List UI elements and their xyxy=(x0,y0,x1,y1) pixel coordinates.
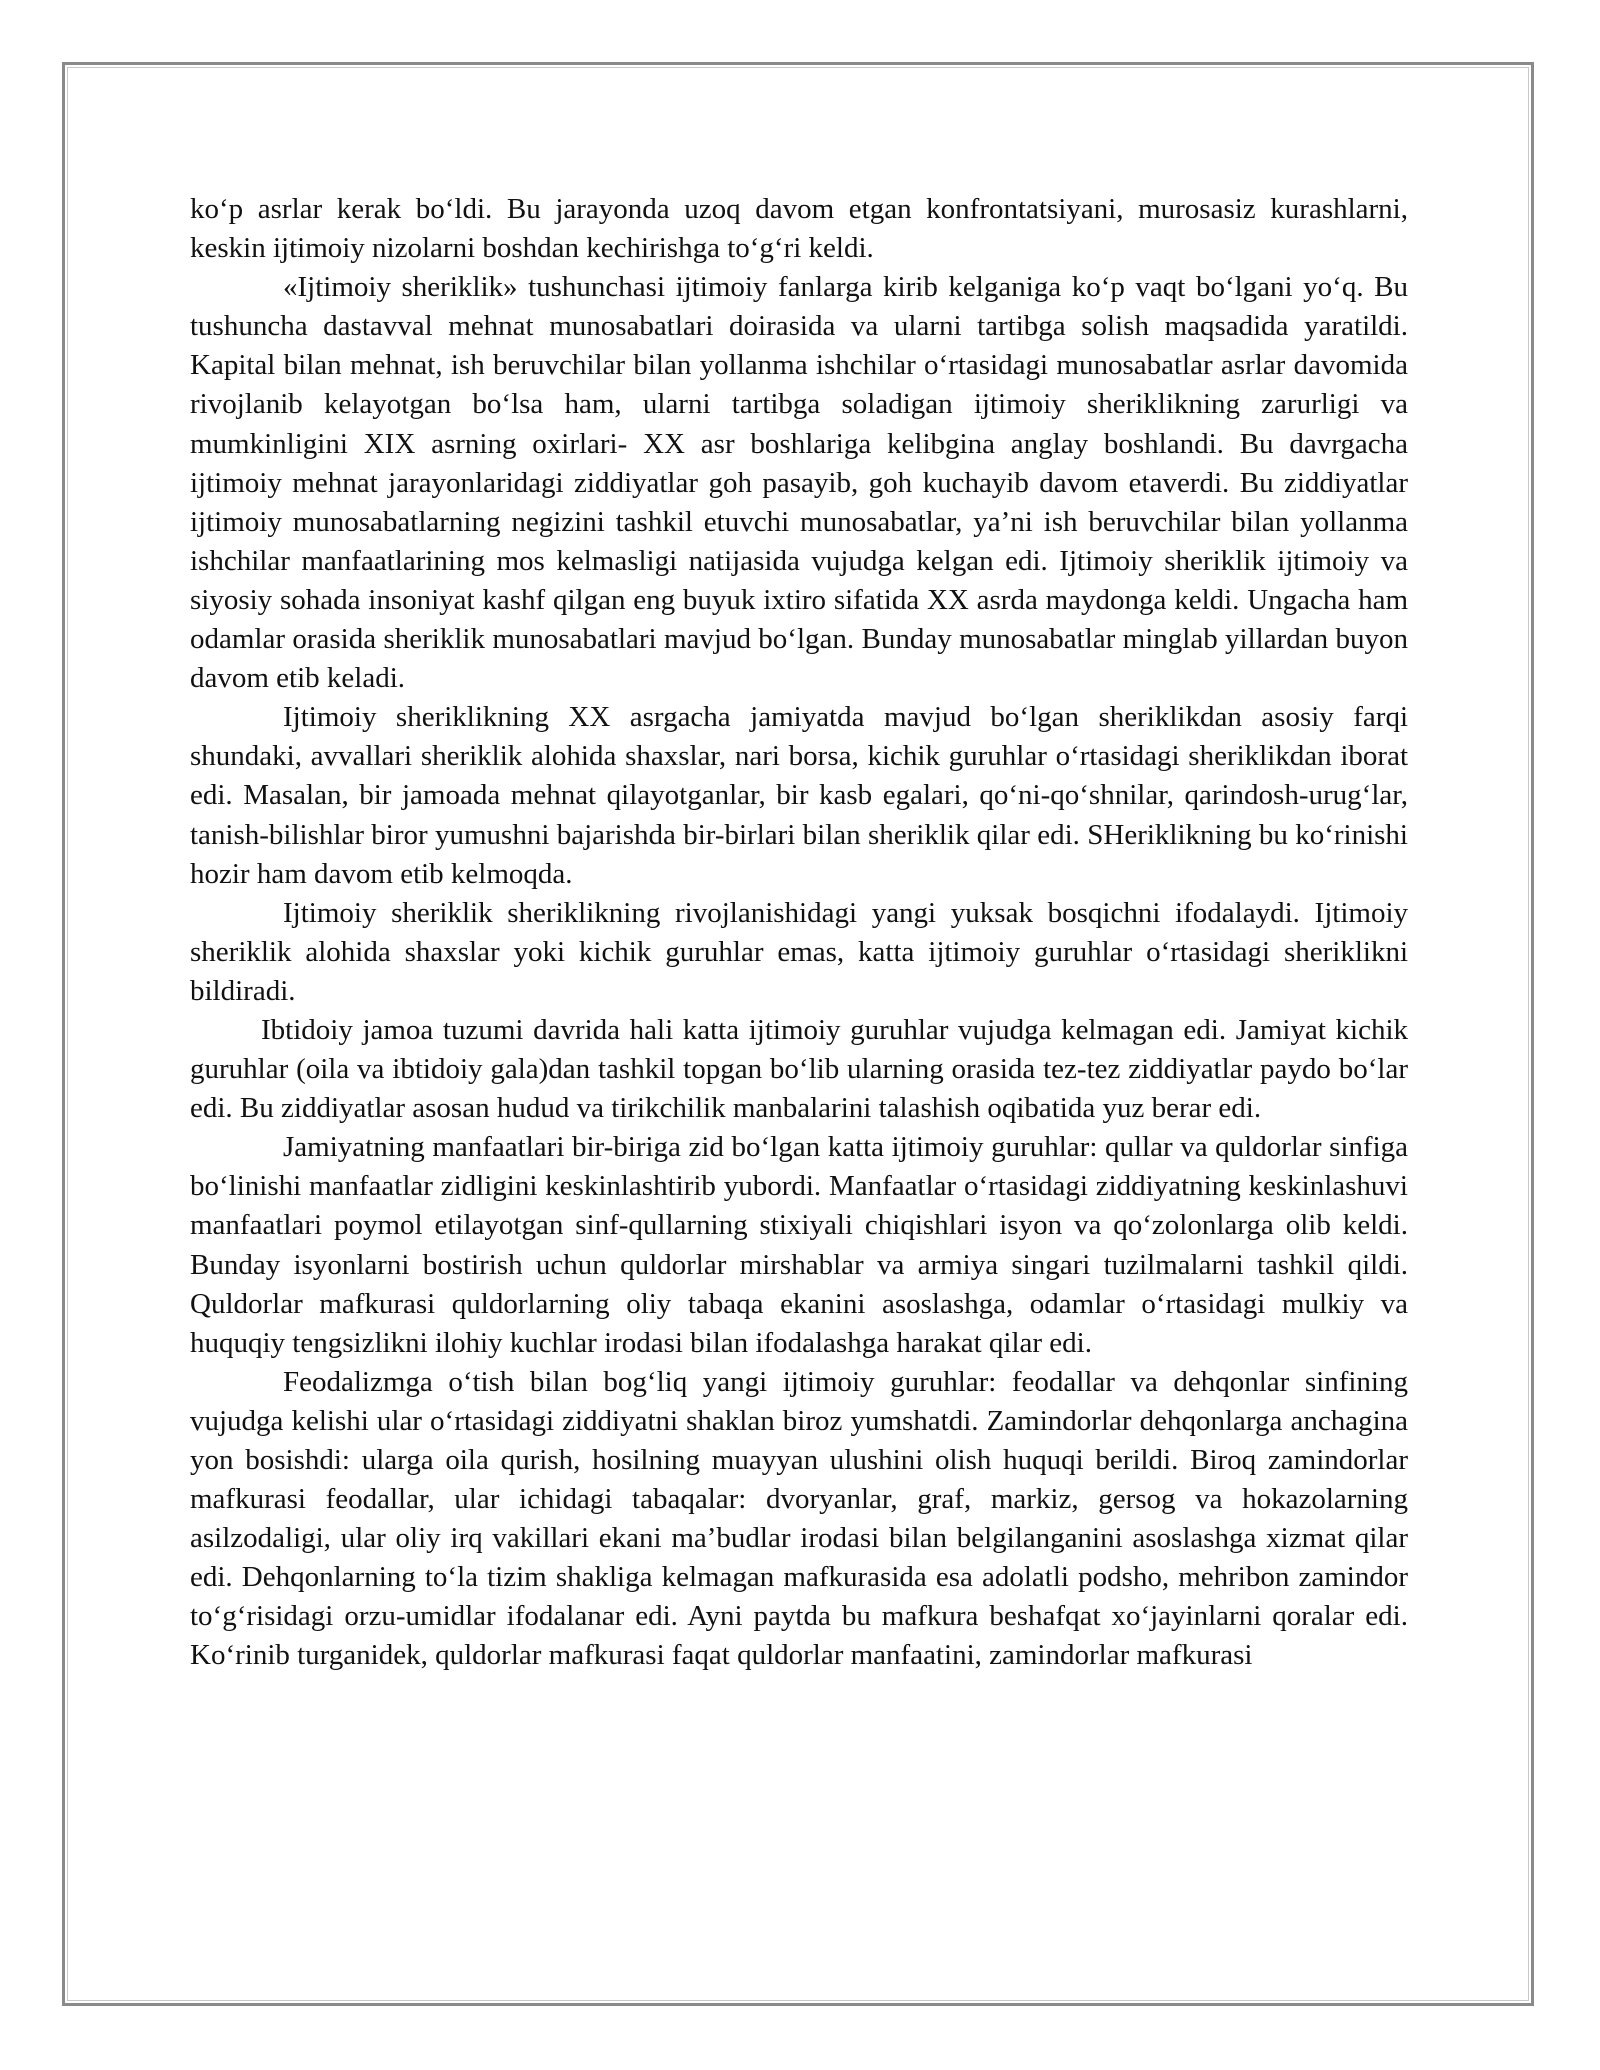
paragraph-primitive-community: Ibtidoiy jamoa tuzumi davrida hali katta ijtimoiy guruhlar vujudga kelmagan edi. Jamiyat kichik guruhlar (oila va ibtidoiy gala)dan tashkil topgan bo‘lib ularning orasida tez-tez ziddiyatlar paydo bo‘lar edi. Bu ziddiyatlar asosan hudud va tirikchilik manbalarini talashish oqibatida yuz berar edi. xyxy=(190,1013,1408,1125)
document-body xyxy=(190,190,1408,1676)
paragraph-difference-from-earlier: Ijtimoiy sheriklikning XX asrgacha jamiyatda mavjud bo‘lgan sheriklikdan asosiy farqi shundaki, avvallari sheriklik alohida shaxslar, nari borsa, kichik guruhlar o‘rtasidagi sheriklikdan iborat edi. Masalan, bir jamoada mehnat qilayotganlar, bir kasb egalari, qo‘ni-qo‘shnilar, qarindosh-urug‘lar, tanish-bilishlar biror yumushni bajarishda bir-birlari bilan sheriklik qilar edi. SHeriklikning bu ko‘rinishi hozir ham davom etib kelmoqda. xyxy=(190,701,1408,890)
paragraph-slavery: Jamiyatning manfaatlari bir-biriga zid bo‘lgan katta ijtimoiy guruhlar: qullar va quldorlar sinfiga bo‘linishi manfaatlar zidligini keskinlashtirib yubordi. Manfaatlar o‘rtasidagi ziddiyatning keskinlashuvi manfaatlari poymol etilayotgan sinf-qullarning stixiyali chiqishlari isyon va qo‘zolonlarga olib keldi. Bunday isyonlarni bostirish uchun quldorlar mirshablar va armiya singari tuzilmalarni tashkil qildi. Quldorlar mafkurasi quldorlarning oliy tabaqa ekanini asoslashga, odamlar o‘rtasidagi mulkiy va huquqiy tengsizlikni ilohiy kuchlar irodasi bilan ifodalashga harakat qilar edi. xyxy=(190,1131,1408,1359)
paragraph-feudalism: Feodalizmga o‘tish bilan bog‘liq yangi ijtimoiy guruhlar: feodallar va dehqonlar sinfining vujudga kelishi ular o‘rtasidagi ziddiyatni shaklan biroz yumshatdi. Zamindorlar dehqonlarga anchagina yon bosishdi: ularga oila qurish, hosilning muayyan ulushini olish huquqi berildi. Biroq zamindorlar mafkurasi feodallar, ular ichidagi tabaqalar: dvoryanlar, graf, markiz, gersog va hokazolarning asilzodaligi, ular oliy irq vakillari ekani ma’budlar irodasi bilan belgilanganini asoslashga xizmat qilar edi. Dehqonlarning to‘la tizim shakliga kelmagan mafkurasida esa adolatli podsho, mehribon zamindor to‘g‘risidagi orzu-umidlar ifodalanar edi. Ayni paytda bu mafkura beshafqat xo‘jayinlarni qoralar edi. Ko‘rinib turganidek, quldorlar mafkurasi faqat quldorlar manfaatini, zamindorlar mafkurasi xyxy=(190,1365,1408,1672)
paragraph-new-stage: Ijtimoiy sheriklik sheriklikning rivojlanishidagi yangi yuksak bosqichni ifodalaydi. Ijtimoiy sheriklik alohida shaxslar yoki kichik guruhlar emas, katta ijtimoiy guruhlar o‘rtasidagi sheriklikni bildiradi. xyxy=(190,896,1408,1007)
paragraph-social-partnership-concept: «Ijtimoiy sheriklik» tushunchasi ijtimoiy fanlarga kirib kelganiga ko‘p vaqt bo‘lgani yo‘q. Bu tushuncha dastavval mehnat munosabatlari doirasida va ularni tartibga solish maqsadida yaratildi. Kapital bilan mehnat, ish beruvchilar bilan yollanma ishchilar o‘rtasidagi munosabatlar asrlar davomida rivojlanib kelayotgan bo‘lsa ham, ularni tartibga soladigan ijtimoiy sheriklikning zarurligi va mumkinligini XIX asrning oxirlari- XX asr boshlariga kelibgina anglay boshlandi. Bu davrgacha ijtimoiy mehnat jarayonlaridagi ziddiyatlar goh pasayib, goh kuchayib davom etaverdi. Bu ziddiyatlar ijtimoiy munosabatlarning negizini tashkil etuvchi munosabatlar, ya’ni ish beruvchilar bilan yollanma ishchilar manfaatlarining mos kelmasligi natijasida vujudga kelgan edi. Ijtimoiy sheriklik ijtimoiy va siyosiy sohada insoniyat kashf qilgan eng buyuk ixtiro sifatida XX asrda maydonga keldi. Ungacha ham odamlar orasida sheriklik munosabatlari mavjud bo‘lgan. Bunday munosabatlar minglab yillardan buyon davom etib keladi. xyxy=(190,271,1408,695)
paragraph-continuation: ko‘p asrlar kerak bo‘ldi. Bu jarayonda uzoq davom etgan konfrontatsiyani, murosasiz kurashlarni, keskin ijtimoiy nizolarni boshdan kechirishga to‘g‘ri keldi. xyxy=(190,193,1408,265)
